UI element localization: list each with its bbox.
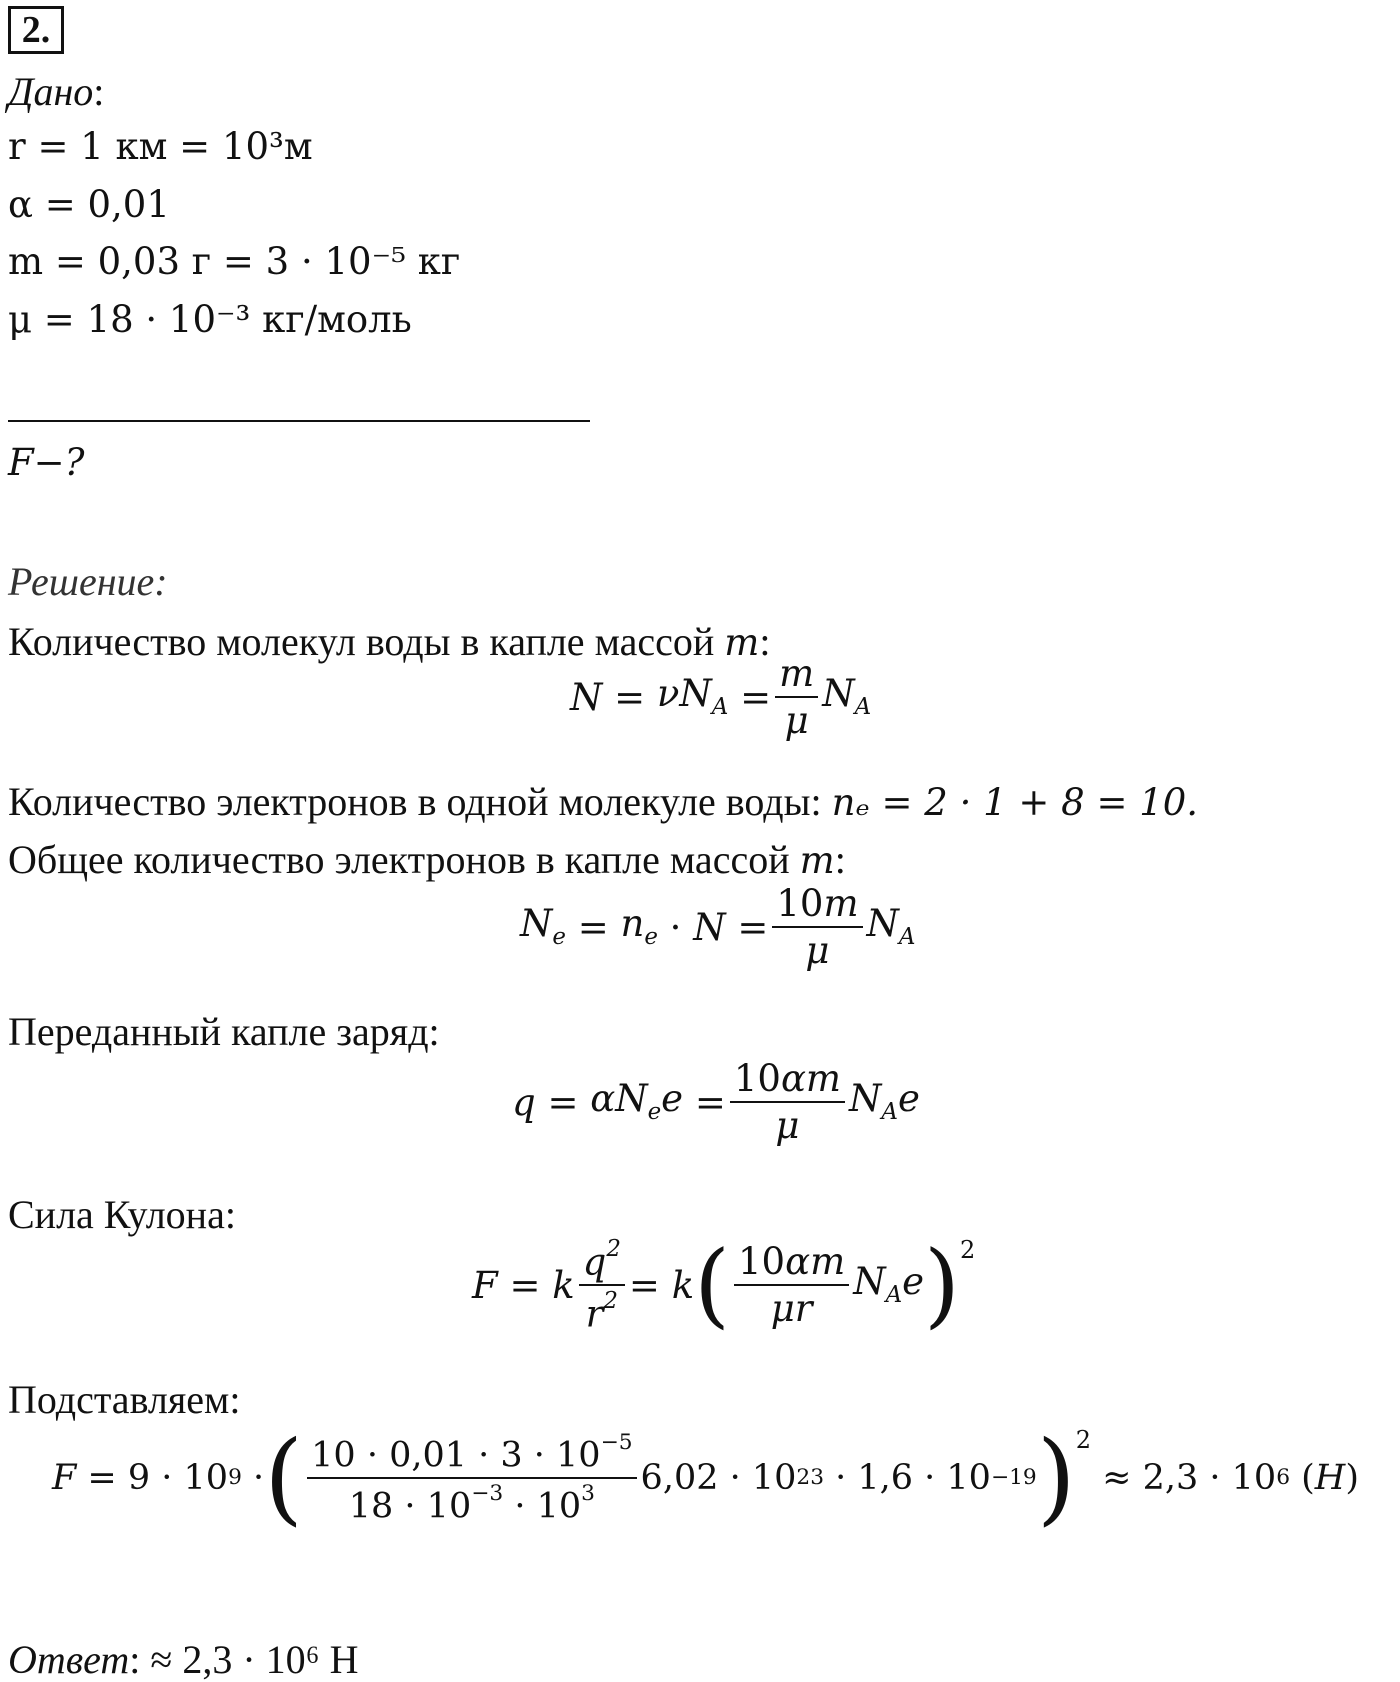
formula-q: q = $\alpha N_ee$ = $\frac{10\alpha m}{\mu}$ $N_Ae$ bbox=[512, 1057, 920, 1147]
step-coulomb-label: Сила Кулона: bbox=[8, 1192, 236, 1237]
step-molecules-label: Количество молекул воды в капле массой bbox=[8, 619, 725, 664]
formula-numeric: F = 9 · 10 9 · ( $\frac{10 \cdot 0,01 \cdot 3 \cdot 10^{-5}}{18 \cdot 10^{-3} \cdot 10^3}$ 6,02 · 10 23 · 1,6 · 10 −19 ) 2 ≈ 2,3 · 10 6 ( H ) bbox=[52, 1419, 1359, 1536]
answer-value: : ≈ 2,3 · 10⁶ Н bbox=[129, 1637, 359, 1682]
given-alpha: α = 0,01 bbox=[8, 183, 170, 226]
step-charge-label: Переданный капле заряд: bbox=[8, 1009, 440, 1054]
given-mu: μ = 18 · 10⁻³ кг/моль bbox=[8, 298, 412, 341]
find-target: F−? bbox=[8, 441, 85, 484]
given-r: r = 1 км = 10³м bbox=[8, 125, 313, 168]
given-label: Дано bbox=[8, 69, 94, 114]
step-electrons-total-label: Общее количество электронов в капле массой bbox=[8, 837, 800, 882]
solution-label: Решение: bbox=[8, 559, 168, 604]
step-electrons-molecule-label: Количество электронов в одной молекуле воды: bbox=[8, 779, 832, 824]
problem-number: 2. bbox=[8, 6, 64, 54]
electrons-per-molecule-expr: nₑ = 2 · 1 + 8 = 10. bbox=[831, 781, 1199, 824]
given-heading: Дано: bbox=[8, 69, 105, 114]
answer-line bbox=[8, 1637, 359, 1682]
step-electrons-total-var: m bbox=[799, 839, 835, 882]
given-divider bbox=[8, 420, 590, 422]
step-electrons-molecule bbox=[8, 779, 1199, 824]
answer-label: Ответ bbox=[8, 1637, 130, 1682]
formula-Ne: $N_e$ = $n_e$ · N = $\frac{10m}{\mu}$ $N_A$ bbox=[520, 882, 916, 972]
step-molecules-var: m bbox=[724, 621, 760, 664]
step-molecules-text: Количество молекул воды в капле массой m: bbox=[8, 619, 771, 664]
step-substitute-label: Подставляем: bbox=[8, 1377, 241, 1422]
formula-N: N = $\nu N_A$ = $\frac{m}{\mu}$ $N_A$ bbox=[570, 652, 872, 742]
formula-F: F = k $\frac{q^2}{r^2}$ = k ( $\frac{10\alpha m}{\mu r}$ $N_Ae$ ) 2 bbox=[472, 1231, 976, 1339]
step-electrons-total-text: Общее количество электронов в капле массой m: bbox=[8, 837, 846, 882]
given-m: m = 0,03 г = 3 · 10⁻⁵ кг bbox=[8, 240, 461, 283]
